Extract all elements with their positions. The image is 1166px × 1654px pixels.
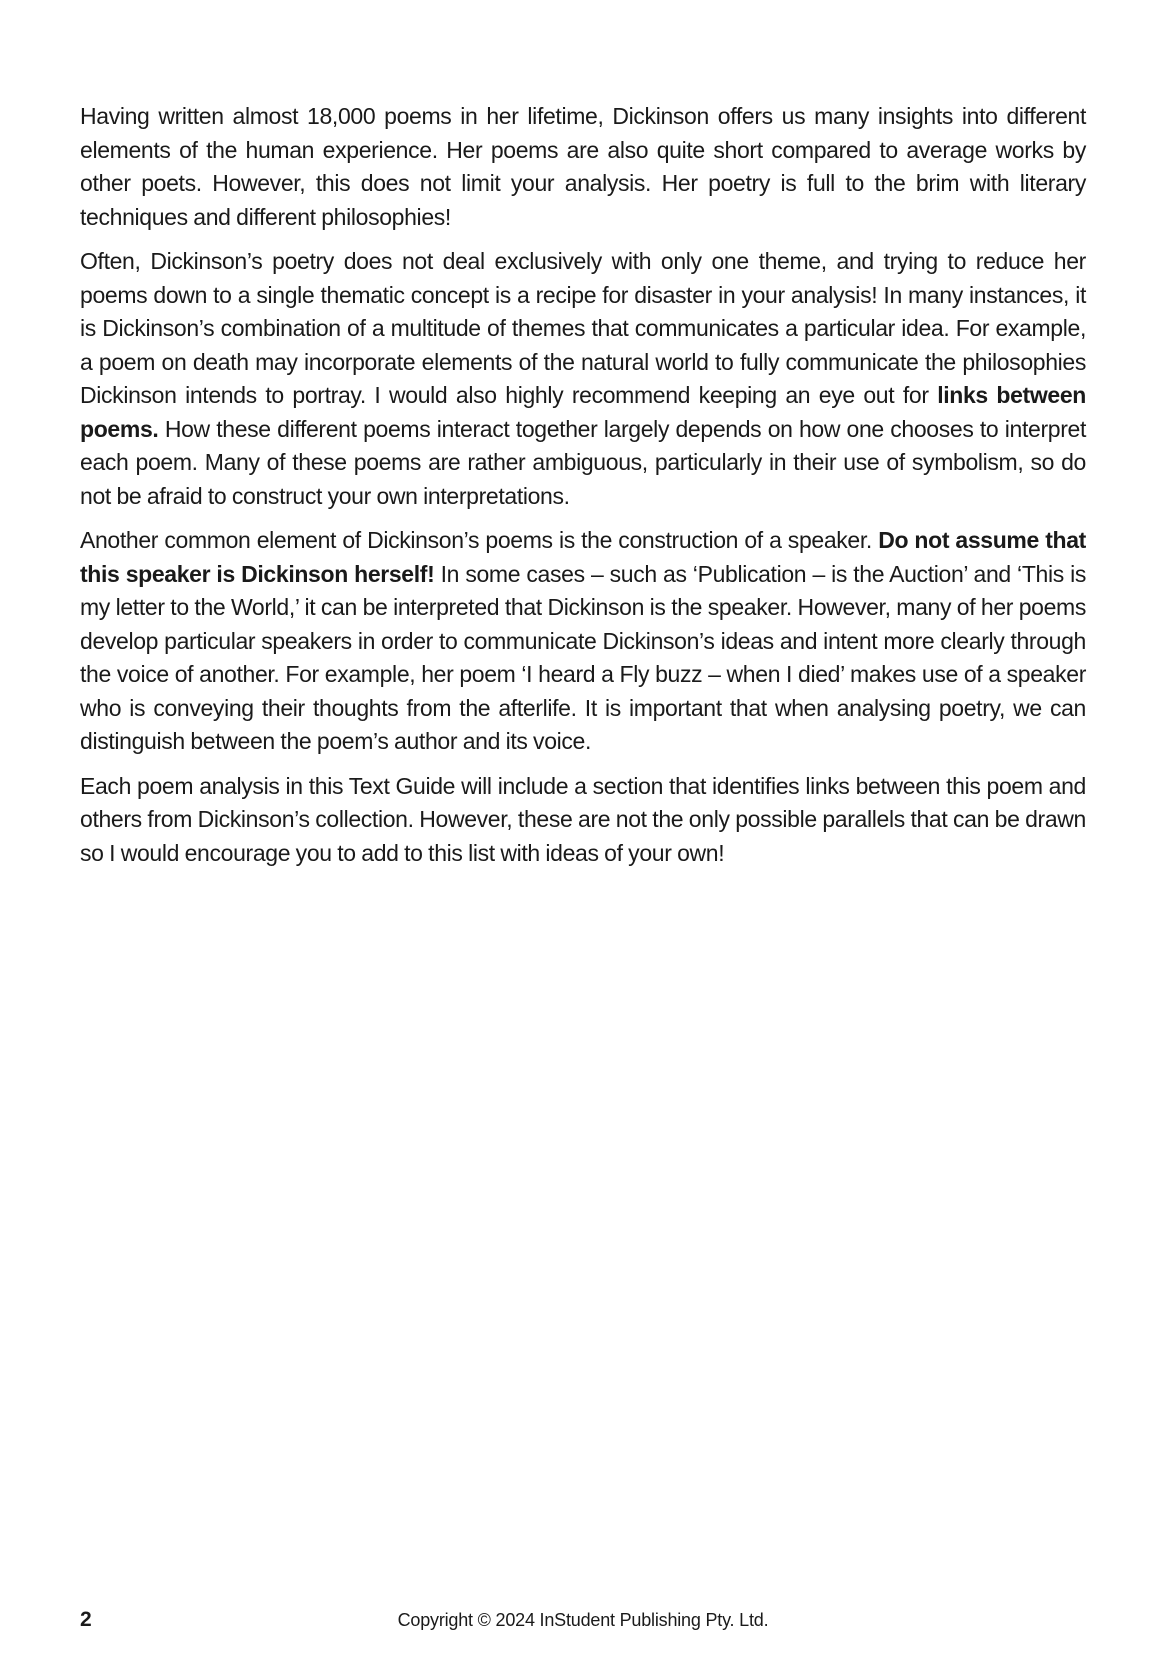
paragraph bbox=[80, 245, 1086, 513]
paragraph bbox=[80, 524, 1086, 759]
paragraph bbox=[80, 770, 1086, 871]
emphasis-text: links between poems. bbox=[80, 382, 1086, 442]
paragraph-text: Each poem analysis in this Text Guide will include a section that identifies links between this poem and others from Dickinson’s collection. However, these are not the only possible parallels that can be drawn so I would encourage you to add to this list with ideas of your own! bbox=[80, 772, 1086, 866]
paragraph-text: Often, Dickinson’s poetry does not deal exclusively with only one theme, and trying to reduce her poems down to a single thematic concept is a recipe for disaster in your analysis! In many instances, it is Dickinson’s combination of a multitude of themes that communicates a particular idea. For example, a poem on death may incorporate elements of the natural world to fully communicate the philosophies Dickinson intends to portray. I would also highly recommend keeping an eye out for bbox=[80, 248, 1086, 408]
paragraph-text: Having written almost 18,000 poems in her lifetime, Dickinson offers us many insights into different elements of the human experience. Her poems are also quite short compared to average works by other poets. However, this does not limit your analysis. Her poetry is full to the brim with literary techniques and different philosophies! bbox=[80, 103, 1086, 230]
paragraph-text: How these different poems interact together largely depends on how one chooses to interpret each poem. Many of these poems are rather ambiguous, particularly in their use of symbolism, so do not be afraid to construct your own interpretations. bbox=[80, 415, 1086, 509]
paragraph-text: In some cases – such as ‘Publication – is the Auction’ and ‘This is my letter to the World,’ it can be interpreted that Dickinson is the speaker. However, many of her poems develop particular speakers in order to communicate Dickinson’s ideas and intent more clearly through the voice of another. For example, her poem ‘I heard a Fly buzz – when I died’ makes use of a speaker who is conveying their thoughts from the afterlife. It is important that when analysing poetry, we can distinguish between the poem’s author and its voice. bbox=[80, 560, 1086, 754]
paragraph-text: Another common element of Dickinson’s poems is the construction of a speaker. bbox=[80, 527, 879, 553]
paragraph bbox=[80, 100, 1086, 234]
emphasis-text: Do not assume that this speaker is Dickinson herself! bbox=[80, 527, 1086, 587]
body-text bbox=[80, 100, 1086, 881]
copyright-notice: Copyright © 2024 InStudent Publishing Pty. Ltd. bbox=[397, 1610, 769, 1630]
page-number: 2 bbox=[80, 1608, 92, 1631]
page-footer bbox=[0, 1608, 1166, 1638]
